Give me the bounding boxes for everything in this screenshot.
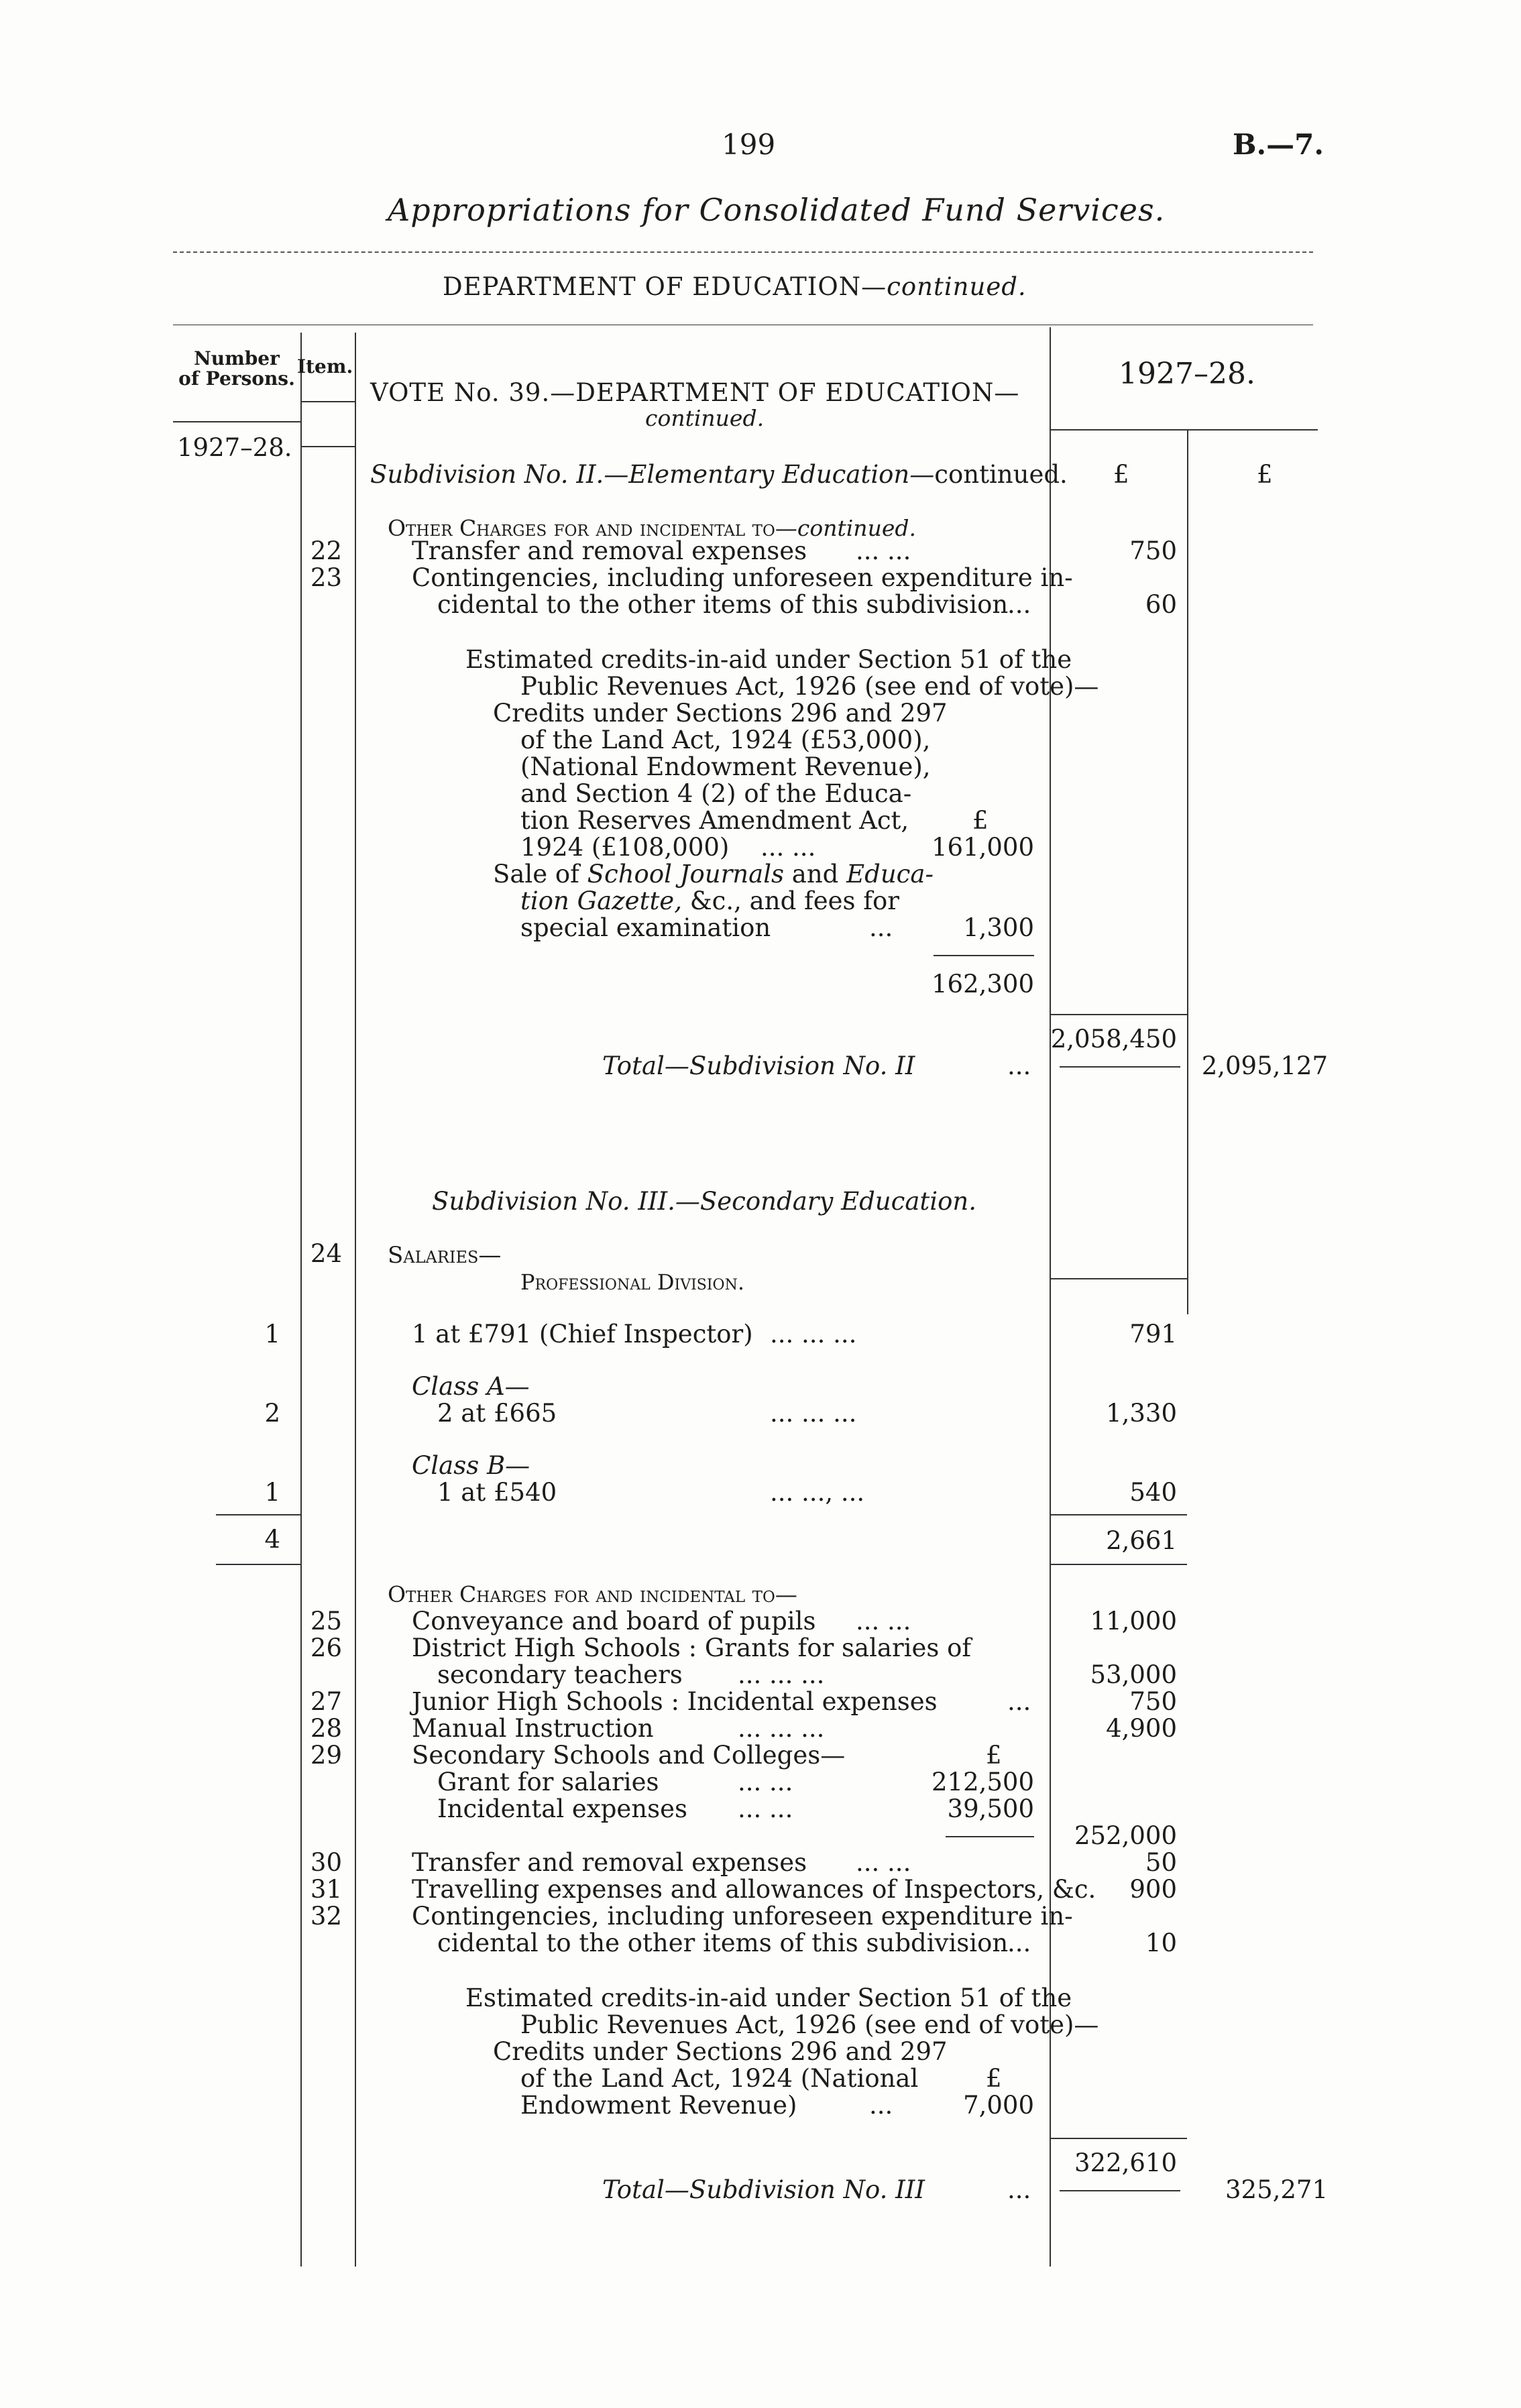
vote-title: VOTE No. 39.—DEPARTMENT OF EDUCATION— bbox=[370, 378, 1020, 407]
persons-total: 4 bbox=[264, 1525, 280, 1554]
persons-heading-line1: Number bbox=[194, 347, 280, 369]
credits-line: Credits under Sections 296 and 297 bbox=[493, 2037, 948, 2066]
leader-dots: ... bbox=[869, 913, 893, 942]
credits-line: special examination bbox=[520, 913, 771, 942]
sub2-other-charges-label: Other Charges for and incidental to— bbox=[388, 515, 797, 541]
credits-line: Public Revenues Act, 1926 (see end of vote)— bbox=[520, 2010, 1099, 2039]
leader-dots: ... ... bbox=[760, 833, 816, 862]
item-amount: 750 bbox=[1129, 1687, 1177, 1716]
leader-dots: ... bbox=[1007, 1687, 1031, 1716]
item-label: Contingencies, including unforeseen expenditure in- bbox=[412, 563, 1073, 592]
persons-count: 1 bbox=[264, 1320, 280, 1349]
class-label: Class A— bbox=[412, 1372, 530, 1401]
item-amount: 750 bbox=[1129, 536, 1177, 565]
credits-line: (National Endowment Revenue), bbox=[520, 752, 931, 781]
credits-publication: School Journals bbox=[587, 860, 785, 888]
sub2-prior-total: 2,095,127 bbox=[1201, 1051, 1328, 1080]
sum-rule bbox=[1050, 1514, 1187, 1515]
vote-continued: continued. bbox=[645, 405, 765, 431]
item-number: 29 bbox=[310, 1741, 342, 1770]
item-label: Contingencies, including unforeseen expenditure in- bbox=[412, 1902, 1073, 1931]
staff-line: 1 at £791 (Chief Inspector) bbox=[412, 1320, 753, 1349]
credits-text: and bbox=[784, 860, 847, 888]
leader-dots: ... ... bbox=[738, 1794, 793, 1823]
persons-year: 1927–28. bbox=[177, 433, 292, 462]
credits-line: of the Land Act, 1924 (£53,000), bbox=[520, 726, 931, 754]
staff-amount: 1,330 bbox=[1106, 1399, 1177, 1428]
sum-rule bbox=[216, 1514, 300, 1515]
persons-heading-line2: of Persons. bbox=[178, 367, 295, 390]
pound-sign: £ bbox=[986, 2064, 1002, 2093]
sum-rule bbox=[1050, 2138, 1187, 2139]
title-rule bbox=[173, 251, 1313, 253]
persons-heading bbox=[173, 349, 300, 389]
sub-amount: 39,500 bbox=[947, 1794, 1034, 1823]
sub2-other-charges-cont: continued. bbox=[797, 515, 916, 541]
item-label: Travelling expenses and allowances of Inspectors, &c. bbox=[412, 1875, 1096, 1904]
leader-dots: ... ... bbox=[856, 536, 911, 565]
leader-dots: ... ... bbox=[738, 1768, 793, 1796]
sub3-total-amount: 322,610 bbox=[1074, 2148, 1177, 2177]
sub3-other-charges: Other Charges for and incidental to— bbox=[388, 1581, 797, 1607]
item-label: Manual Instruction bbox=[412, 1714, 654, 1743]
pound-sign-estimate: £ bbox=[1113, 460, 1129, 489]
sum-rule bbox=[1050, 1014, 1187, 1015]
item-number: 31 bbox=[310, 1875, 342, 1904]
salaries-total: 2,661 bbox=[1106, 1526, 1177, 1555]
pound-sign: £ bbox=[986, 1741, 1002, 1770]
leader-dots: ... bbox=[1007, 1051, 1031, 1080]
leader-dots: ... bbox=[1007, 590, 1031, 619]
department-name: DEPARTMENT OF EDUCATION— bbox=[443, 272, 887, 301]
sub2-total-label: Total—Subdivision No. II bbox=[602, 1051, 915, 1080]
item-heading-rule bbox=[300, 401, 355, 402]
item-heading-rule-2 bbox=[300, 446, 355, 447]
leader-dots: ... ... ... bbox=[738, 1660, 825, 1689]
credits-line: Endowment Revenue) bbox=[520, 2091, 797, 2120]
item-number: 30 bbox=[310, 1848, 342, 1877]
leader-dots: ... bbox=[1007, 1929, 1031, 1957]
item-label: District High Schools : Grants for salaries of bbox=[412, 1633, 972, 1662]
item-amount: 50 bbox=[1145, 1848, 1177, 1877]
sum-rule bbox=[216, 1564, 300, 1565]
col-rule-amount bbox=[1187, 429, 1188, 1314]
credits-line: Credits under Sections 296 and 297 bbox=[493, 699, 948, 728]
sub2-heading bbox=[370, 461, 1068, 488]
sub3-heading: Subdivision No. III.—Secondary Education. bbox=[432, 1187, 976, 1216]
sum-rule bbox=[934, 955, 1034, 956]
professional-division: Professional Division. bbox=[520, 1269, 745, 1295]
item-label-cont: cidental to the other items of this subdivision bbox=[437, 1929, 1009, 1957]
leader-dots: ... bbox=[1007, 2175, 1031, 2204]
salaries-label: Salaries— bbox=[388, 1242, 502, 1269]
item-label: Transfer and removal expenses bbox=[412, 1848, 807, 1877]
leader-dots: ... ... ... bbox=[770, 1320, 857, 1349]
item-sub-label: Incidental expenses bbox=[437, 1794, 687, 1823]
credit-amount: 161,000 bbox=[931, 833, 1034, 862]
staff-amount: 540 bbox=[1129, 1478, 1177, 1507]
item-number: 27 bbox=[310, 1687, 342, 1716]
page-number: 199 bbox=[722, 128, 776, 161]
item-label: Secondary Schools and Colleges— bbox=[412, 1741, 846, 1770]
credits-publication: Educa- bbox=[846, 860, 934, 888]
leader-dots: ... ... ... bbox=[770, 1399, 857, 1428]
department-continued: continued. bbox=[887, 272, 1027, 301]
item-number: 26 bbox=[310, 1633, 342, 1662]
sub2-heading-cont: continued. bbox=[934, 460, 1068, 489]
sum-rule bbox=[946, 1836, 1034, 1837]
credit-total: 162,300 bbox=[931, 970, 1034, 998]
persons-count: 1 bbox=[264, 1478, 280, 1507]
item-number: 23 bbox=[310, 563, 342, 592]
staff-amount: 791 bbox=[1129, 1320, 1177, 1349]
credits-publication: tion Gazette, bbox=[520, 886, 682, 915]
item-amount: 4,900 bbox=[1106, 1714, 1177, 1743]
persons-heading-rule bbox=[173, 421, 300, 422]
year-heading: 1927–28. bbox=[1119, 357, 1255, 391]
item-number: 32 bbox=[310, 1902, 342, 1931]
item-amount: 53,000 bbox=[1090, 1660, 1177, 1689]
credits-line: Estimated credits-in-aid under Section 51 of the bbox=[465, 1984, 1072, 2012]
credit-amount: 1,300 bbox=[963, 913, 1034, 942]
sub2-heading-text: Subdivision No. II.—Elementary Education— bbox=[370, 460, 935, 489]
sum-rule bbox=[1050, 1564, 1187, 1565]
item-number: 28 bbox=[310, 1714, 342, 1743]
credits-line: Public Revenues Act, 1926 (see end of vote)— bbox=[520, 672, 1099, 701]
carry-rule bbox=[1060, 1066, 1180, 1068]
page-title: Appropriations for Consolidated Fund Services. bbox=[388, 192, 1166, 228]
department-heading bbox=[443, 274, 1027, 300]
item-amount: 60 bbox=[1145, 590, 1177, 619]
col-rule-item bbox=[355, 333, 356, 2267]
leader-dots: ... ... bbox=[856, 1607, 911, 1636]
item-label-cont: secondary teachers bbox=[437, 1660, 683, 1689]
credits-line: Estimated credits-in-aid under Section 51 of the bbox=[465, 645, 1072, 674]
credits-line bbox=[520, 888, 899, 915]
staff-line: 2 at £665 bbox=[437, 1399, 557, 1428]
pound-sign-prior: £ bbox=[1257, 460, 1273, 489]
item-label: Junior High Schools : Incidental expenses bbox=[412, 1687, 938, 1716]
credits-line: 1924 (£108,000) bbox=[520, 833, 730, 862]
item-label-cont: cidental to the other items of this subdivision bbox=[437, 590, 1009, 619]
item-amount: 11,000 bbox=[1090, 1607, 1177, 1636]
staff-line: 1 at £540 bbox=[437, 1478, 557, 1507]
item-amount: 252,000 bbox=[1074, 1821, 1177, 1850]
sub3-prior-total: 325,271 bbox=[1225, 2175, 1328, 2204]
item-number: 22 bbox=[310, 536, 342, 565]
sub-amount: 212,500 bbox=[931, 1768, 1034, 1796]
col-rule-text bbox=[1050, 327, 1051, 2267]
item-amount: 900 bbox=[1129, 1875, 1177, 1904]
leader-dots: ... ... bbox=[856, 1848, 911, 1877]
item-sub-label: Grant for salaries bbox=[437, 1768, 659, 1796]
credit-amount: 7,000 bbox=[963, 2091, 1034, 2120]
credits-line bbox=[493, 861, 934, 888]
column-rule bbox=[1050, 1278, 1187, 1279]
persons-count: 2 bbox=[264, 1399, 280, 1428]
credits-text: Sale of bbox=[493, 860, 587, 888]
report-code: B.—7. bbox=[1233, 128, 1324, 161]
year-heading-rule bbox=[1050, 429, 1318, 431]
carry-rule bbox=[1060, 2190, 1180, 2191]
item-heading: Item. bbox=[297, 355, 353, 378]
credits-line: of the Land Act, 1924 (National bbox=[520, 2064, 919, 2093]
col-rule-persons bbox=[300, 333, 302, 2267]
class-label: Class B— bbox=[412, 1451, 530, 1480]
leader-dots: ... ... ... bbox=[738, 1714, 825, 1743]
leader-dots: ... ..., ... bbox=[770, 1478, 865, 1507]
sub3-total-label: Total—Subdivision No. III bbox=[602, 2175, 925, 2204]
credits-line: and Section 4 (2) of the Educa- bbox=[520, 779, 912, 808]
item-number: 24 bbox=[310, 1239, 342, 1268]
sub2-total-amount: 2,058,450 bbox=[1050, 1025, 1177, 1053]
item-amount: 10 bbox=[1145, 1929, 1177, 1957]
credits-text: &c., and fees for bbox=[681, 886, 899, 915]
item-number: 25 bbox=[310, 1607, 342, 1636]
item-label: Transfer and removal expenses bbox=[412, 536, 807, 565]
credits-line: tion Reserves Amendment Act, bbox=[520, 806, 909, 835]
pound-sign: £ bbox=[972, 806, 989, 835]
leader-dots: ... bbox=[869, 2091, 893, 2120]
item-label: Conveyance and board of pupils bbox=[412, 1607, 816, 1636]
